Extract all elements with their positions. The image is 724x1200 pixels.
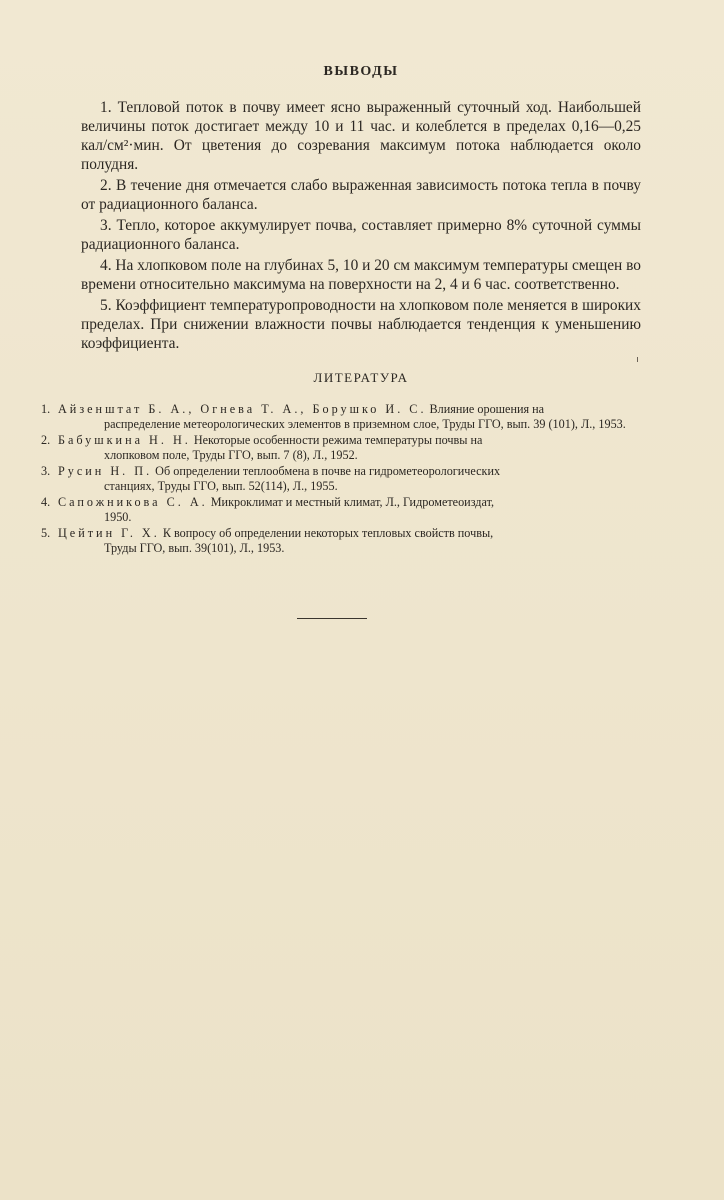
reference-continuation: Труды ГГО, вып. 39(101), Л., 1953. [104, 540, 285, 555]
reference-continuation: станциях, Труды ГГО, вып. 52(114), Л., 1955. [104, 478, 338, 493]
reference-authors: Айзенштат Б. А., Огнева Т. А., Борушко И. С. [58, 402, 427, 416]
reference-number: 3. [41, 464, 51, 478]
margin-mark [637, 357, 638, 362]
reference-item [41, 526, 643, 555]
reference-continuation: 1950. [104, 509, 132, 524]
reference-title-start: Об определении теплообмена в почве на гидрометеорологических [152, 464, 501, 478]
conclusion-paragraph-4: 4. На хлопковом поле на глубинах 5, 10 и 20 см максимум температуры смещен во времени относительно максимума на поверхности на 2, 4 и 6 час. соответственно. [81, 257, 641, 293]
reference-first-line [58, 464, 643, 479]
end-rule-divider [297, 618, 367, 619]
reference-continuation: хлопковом поле, Труды ГГО, вып. 7 (8), Л., 1952. [104, 447, 358, 462]
reference-title-start: Микроклимат и местный климат, Л., Гидрометеоиздат, [207, 495, 495, 509]
reference-body [58, 526, 643, 555]
reference-first-line [58, 402, 643, 417]
reference-number: 2. [41, 433, 51, 447]
reference-authors: Цейтин Г. Х. [58, 526, 160, 540]
reference-first-line [58, 495, 643, 510]
reference-number: 4. [41, 495, 51, 509]
reference-body [58, 495, 643, 524]
reference-body [58, 464, 643, 493]
reference-title-start: Некоторые особенности режима температуры почвы на [190, 433, 483, 447]
conclusions-heading: ВЫВОДЫ [323, 64, 399, 79]
reference-number: 5. [41, 526, 51, 540]
reference-title-start: Влияние орошения на [426, 402, 545, 416]
reference-number: 1. [41, 402, 51, 416]
literature-heading: ЛИТЕРАТУРА [313, 370, 409, 385]
reference-authors: Бабушкина Н. Н. [58, 433, 191, 447]
reference-list [41, 402, 643, 555]
reference-body [58, 433, 643, 462]
reference-authors: Русин Н. П. [58, 464, 153, 478]
reference-item [41, 464, 643, 493]
reference-item [41, 402, 643, 431]
reference-first-line [58, 433, 643, 448]
conclusion-paragraph-2: 2. В течение дня отмечается слабо выраженная зависимость потока тепла в почву от радиационного баланса. [81, 177, 641, 213]
reference-authors: Сапожникова С. А. [58, 495, 208, 509]
reference-item [41, 433, 643, 462]
reference-body [58, 402, 643, 431]
conclusion-paragraph-5: 5. Коэффициент температуропроводности на хлопковом поле меняется в широких пределах. При снижении влажности почвы наблюдается тенденция к уменьшению коэффициента. [81, 297, 641, 352]
reference-first-line [58, 526, 643, 541]
reference-item [41, 495, 643, 524]
conclusion-paragraph-1: 1. Тепловой поток в почву имеет ясно выраженный суточный ход. Наибольшей величины поток достигает между 10 и 11 час. и колеблется в пределах 0,16—0,25 кал/см²·мин. От цветения до созревания максимум потока наблюдается около полудня. [81, 99, 641, 173]
reference-continuation: распределение метеорологических элементов в приземном слое, Труды ГГО, вып. 39 (101), Л., 1953. [104, 416, 626, 431]
reference-title-start: К вопросу об определении некоторых тепловых свойств почвы, [159, 526, 494, 540]
page-content [41, 64, 641, 557]
conclusion-paragraph-3: 3. Тепло, которое аккумулирует почва, составляет примерно 8% суточной суммы радиационного баланса. [81, 217, 641, 253]
